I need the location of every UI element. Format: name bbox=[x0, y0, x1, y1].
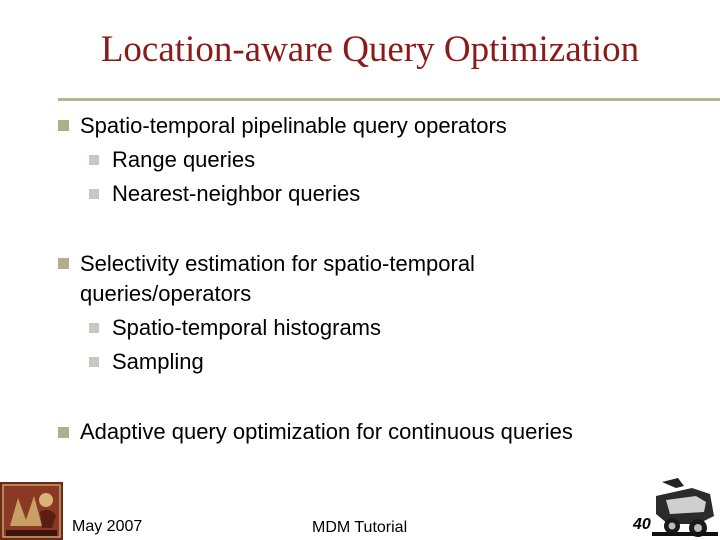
bullet-marker bbox=[58, 258, 69, 269]
bullet-1-sub-1: Range queries bbox=[112, 147, 256, 172]
footer-date: May 2007 bbox=[72, 518, 143, 535]
bullet-2-sub-1: Spatio-temporal histograms bbox=[112, 315, 382, 340]
sub-bullet-marker bbox=[89, 323, 99, 333]
bullet-marker bbox=[58, 427, 69, 438]
bullet-1-text: Spatio-temporal pipelinable query operators bbox=[80, 113, 507, 138]
slide-title: Location-aware Query Optimization bbox=[100, 29, 640, 70]
bullet-2-sub-2: Sampling bbox=[112, 349, 204, 374]
slide-number: 40 bbox=[633, 516, 651, 533]
bullet-1-sub-2: Nearest-neighbor queries bbox=[112, 181, 361, 206]
train-logo bbox=[648, 472, 720, 540]
bullet-2-text-line-1: Selectivity estimation for spatio-temporal bbox=[80, 251, 475, 276]
sub-bullet-marker bbox=[89, 155, 99, 165]
bullet-marker bbox=[58, 120, 69, 131]
sub-bullet-marker bbox=[89, 189, 99, 199]
bullet-3-text: Adaptive query optimization for continuous queries bbox=[80, 419, 573, 444]
university-mascot-logo bbox=[0, 482, 63, 540]
bullet-2-text-line-2: queries/operators bbox=[80, 281, 252, 306]
sub-bullet-marker bbox=[89, 357, 99, 367]
footer-title: MDM Tutorial bbox=[312, 519, 408, 536]
